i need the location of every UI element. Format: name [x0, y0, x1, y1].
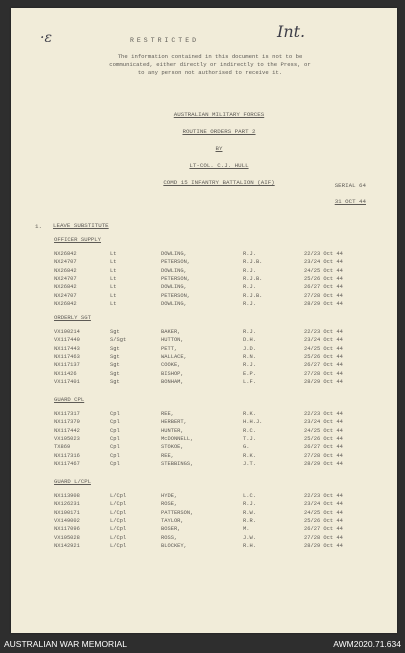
initials: R.J.	[243, 329, 256, 335]
rank: Cpl	[110, 444, 120, 451]
duty-dates: 23/24 Oct 44	[304, 259, 343, 266]
initials: R.J.	[243, 300, 256, 307]
initials: R.C.	[243, 427, 256, 434]
roster-row	[11, 460, 397, 469]
duty-dates: 27/28 Oct 44	[304, 370, 343, 377]
surname: McDONNELL,	[161, 435, 194, 442]
service-number: VX105023	[54, 435, 80, 442]
duty-dates: 26/27 Oct 44	[304, 284, 343, 291]
duty-dates: 25/26 Oct 44	[304, 353, 343, 360]
initials: R.J.	[243, 284, 256, 291]
duty-dates: 23/24 Oct 44	[304, 419, 343, 426]
surname: STOKOE,	[161, 444, 184, 451]
roster-row	[11, 378, 397, 387]
header-line: BY	[215, 145, 223, 152]
service-number: NX26842	[54, 284, 77, 291]
surname: PETERSON,	[161, 275, 191, 282]
section-title: LEAVE SUBSTITUTE	[53, 222, 109, 229]
initials: R.J.B.	[243, 292, 263, 299]
initials: R.R.	[243, 517, 256, 524]
duty-dates: 28/29 Oct 44	[304, 542, 343, 549]
group-title: ORDERLY SGT	[54, 314, 91, 321]
rank: Lt	[110, 300, 117, 307]
duty-dates: 23/24 Oct 44	[304, 501, 343, 508]
surname: REE,	[161, 411, 174, 417]
duty-dates: 22/23 Oct 44	[304, 493, 343, 499]
service-number: VX100214	[54, 329, 80, 335]
group-title: GUARD L/CPL	[54, 478, 91, 485]
rank: Cpl	[110, 460, 120, 467]
service-number: NX117137	[54, 362, 80, 369]
surname: BAKER,	[161, 329, 181, 335]
roster-row	[11, 542, 397, 551]
rank: Sgt	[110, 345, 120, 352]
surname: ROSS,	[161, 534, 178, 541]
service-number: NX117463	[54, 353, 80, 360]
service-number: NX26842	[54, 251, 77, 257]
rank: Cpl	[110, 435, 120, 442]
section-number: 1.	[35, 223, 42, 230]
rank: Lt	[110, 267, 117, 274]
surname: DOWLING,	[161, 267, 187, 274]
surname: TAYLOR,	[161, 517, 184, 524]
duty-dates: 27/28 Oct 44	[304, 292, 343, 299]
header-line: AUSTRALIAN MILITARY FORCES	[173, 111, 265, 118]
initials: R.J.	[243, 251, 256, 257]
service-number: VX117440	[54, 337, 80, 344]
rank: Lt	[110, 284, 117, 291]
surname: COOKE,	[161, 362, 181, 369]
rank: L/Cpl	[110, 534, 127, 541]
initials: M.	[243, 526, 250, 533]
order-date: 31 OCT 44	[334, 198, 366, 205]
restricted-notice: The information contained in this document is not to be communicated, either directly or indirectly to the Press, or to any person not authorised to receive it.	[109, 53, 311, 76]
initials: R.J.	[243, 362, 256, 369]
initials: J.W.	[243, 534, 256, 541]
header-line: COMD 15 INFANTRY BATTALION (AIF)	[163, 179, 275, 186]
duty-dates: 26/27 Oct 44	[304, 444, 343, 451]
surname: DOWLING,	[161, 300, 187, 307]
service-number: NX117316	[54, 452, 80, 459]
rank: L/Cpl	[110, 526, 127, 533]
service-number: NX24707	[54, 259, 77, 266]
service-number: TX869	[54, 444, 71, 451]
surname: BOSER,	[161, 526, 181, 533]
rank: L/Cpl	[110, 509, 127, 516]
duty-dates: 22/23 Oct 44	[304, 411, 343, 417]
rank: L/Cpl	[110, 542, 127, 549]
initials: R.H.	[243, 542, 256, 549]
initials: R.K.	[243, 411, 256, 417]
rank: Sgt	[110, 329, 120, 335]
surname: BLOCKEY,	[161, 542, 187, 549]
initials: H.H.J.	[243, 419, 263, 426]
initials: D.H.	[243, 337, 256, 344]
footer-credit: AUSTRALIAN WAR MEMORIAL	[4, 639, 127, 649]
service-number: NX26842	[54, 300, 77, 307]
duty-dates: 28/29 Oct 44	[304, 300, 343, 307]
surname: STEBBINGS,	[161, 460, 194, 467]
initials: R.J.	[243, 267, 256, 274]
duty-dates: 24/25 Oct 44	[304, 509, 343, 516]
duty-dates: 22/23 Oct 44	[304, 329, 343, 335]
service-number: NX26842	[54, 267, 77, 274]
initials: T.J.	[243, 435, 256, 442]
surname: HYDE,	[161, 493, 178, 499]
duty-dates: 26/27 Oct 44	[304, 526, 343, 533]
rank: Lt	[110, 259, 117, 266]
rank: L/Cpl	[110, 501, 127, 508]
duty-dates: 24/25 Oct 44	[304, 427, 343, 434]
duty-dates: 24/25 Oct 44	[304, 267, 343, 274]
duty-dates: 25/26 Oct 44	[304, 275, 343, 282]
rank: Cpl	[110, 419, 120, 426]
service-number: NX100171	[54, 509, 80, 516]
initials: J.D.	[243, 345, 256, 352]
surname: ROSE,	[161, 501, 178, 508]
service-number: VX105028	[54, 534, 80, 541]
initials: R.J.B.	[243, 275, 263, 282]
service-number: NX24707	[54, 275, 77, 282]
rank: Cpl	[110, 427, 120, 434]
surname: PETT,	[161, 345, 178, 352]
handwritten-annotation: Int.	[277, 22, 306, 41]
rank: Cpl	[110, 452, 120, 459]
group-title: OFFICER SUPPLY	[54, 236, 101, 243]
service-number: NX11426	[54, 370, 77, 377]
surname: BISHOP,	[161, 370, 184, 377]
surname: PETERSON,	[161, 292, 191, 299]
duty-dates: 23/24 Oct 44	[304, 337, 343, 344]
service-number: NX117467	[54, 460, 80, 467]
initials: J.T.	[243, 460, 256, 467]
initials: R.J.	[243, 501, 256, 508]
restricted-heading: RESTRICTED	[130, 37, 200, 44]
service-number: NX113908	[54, 493, 80, 499]
rank: L/Cpl	[110, 493, 127, 499]
footer-accession-id: AWM2020.71.634	[333, 639, 401, 649]
surname: DOWLING,	[161, 251, 187, 257]
service-number: NX117096	[54, 526, 80, 533]
service-number: NX126231	[54, 501, 80, 508]
rank: Lt	[110, 275, 117, 282]
duty-dates: 25/26 Oct 44	[304, 517, 343, 524]
rank: Lt	[110, 251, 117, 257]
duty-dates: 26/27 Oct 44	[304, 362, 343, 369]
duty-dates: 22/23 Oct 44	[304, 251, 343, 257]
surname: WALLACE,	[161, 353, 187, 360]
initials: R.W.	[243, 509, 256, 516]
serial-number: SERIAL 64	[334, 182, 366, 189]
header-line: ROUTINE ORDERS PART 2	[182, 128, 256, 135]
rank: Sgt	[110, 370, 120, 377]
surname: BONHAM,	[161, 378, 184, 385]
surname: HUTTON,	[161, 337, 184, 344]
surname: PETERSON,	[161, 259, 191, 266]
group-title: GUARD CPL	[54, 396, 85, 403]
service-number: NX117443	[54, 345, 80, 352]
surname: HUNTER,	[161, 427, 184, 434]
initials: G.	[243, 444, 250, 451]
duty-dates: 27/28 Oct 44	[304, 452, 343, 459]
surname: HERBERT,	[161, 419, 187, 426]
initials: R.N.	[243, 353, 256, 360]
roster-row	[11, 300, 397, 309]
rank: Lt	[110, 292, 117, 299]
initials: L.C.	[243, 493, 256, 499]
duty-dates: 28/29 Oct 44	[304, 460, 343, 467]
rank: Sgt	[110, 353, 120, 360]
duty-dates: 25/26 Oct 44	[304, 435, 343, 442]
initials: E.P.	[243, 370, 256, 377]
service-number: VX149002	[54, 517, 80, 524]
surname: DOWLING,	[161, 284, 187, 291]
service-number: NX117317	[54, 411, 80, 417]
surname: PATTERSON,	[161, 509, 194, 516]
duty-dates: 24/25 Oct 44	[304, 345, 343, 352]
rank: L/Cpl	[110, 517, 127, 524]
initials: L.F.	[243, 378, 256, 385]
rank: Sgt	[110, 362, 120, 369]
initials: R.K.	[243, 452, 256, 459]
document-page	[11, 8, 397, 633]
initials: R.J.B.	[243, 259, 263, 266]
rank: Sgt	[110, 378, 120, 385]
rank: Cpl	[110, 411, 120, 417]
duty-dates: 27/28 Oct 44	[304, 534, 343, 541]
service-number: NX24707	[54, 292, 77, 299]
handwritten-mark: ·ɛ	[40, 30, 52, 46]
service-number: NX117370	[54, 419, 80, 426]
rank: S/Sgt	[110, 337, 127, 344]
header-line: LT-COL. C.J. HULL	[189, 162, 249, 169]
duty-dates: 28/29 Oct 44	[304, 378, 343, 385]
order-header	[129, 106, 309, 191]
service-number: NX142921	[54, 542, 80, 549]
service-number: VX117401	[54, 378, 80, 385]
service-number: NX117442	[54, 427, 80, 434]
surname: REE,	[161, 452, 174, 459]
